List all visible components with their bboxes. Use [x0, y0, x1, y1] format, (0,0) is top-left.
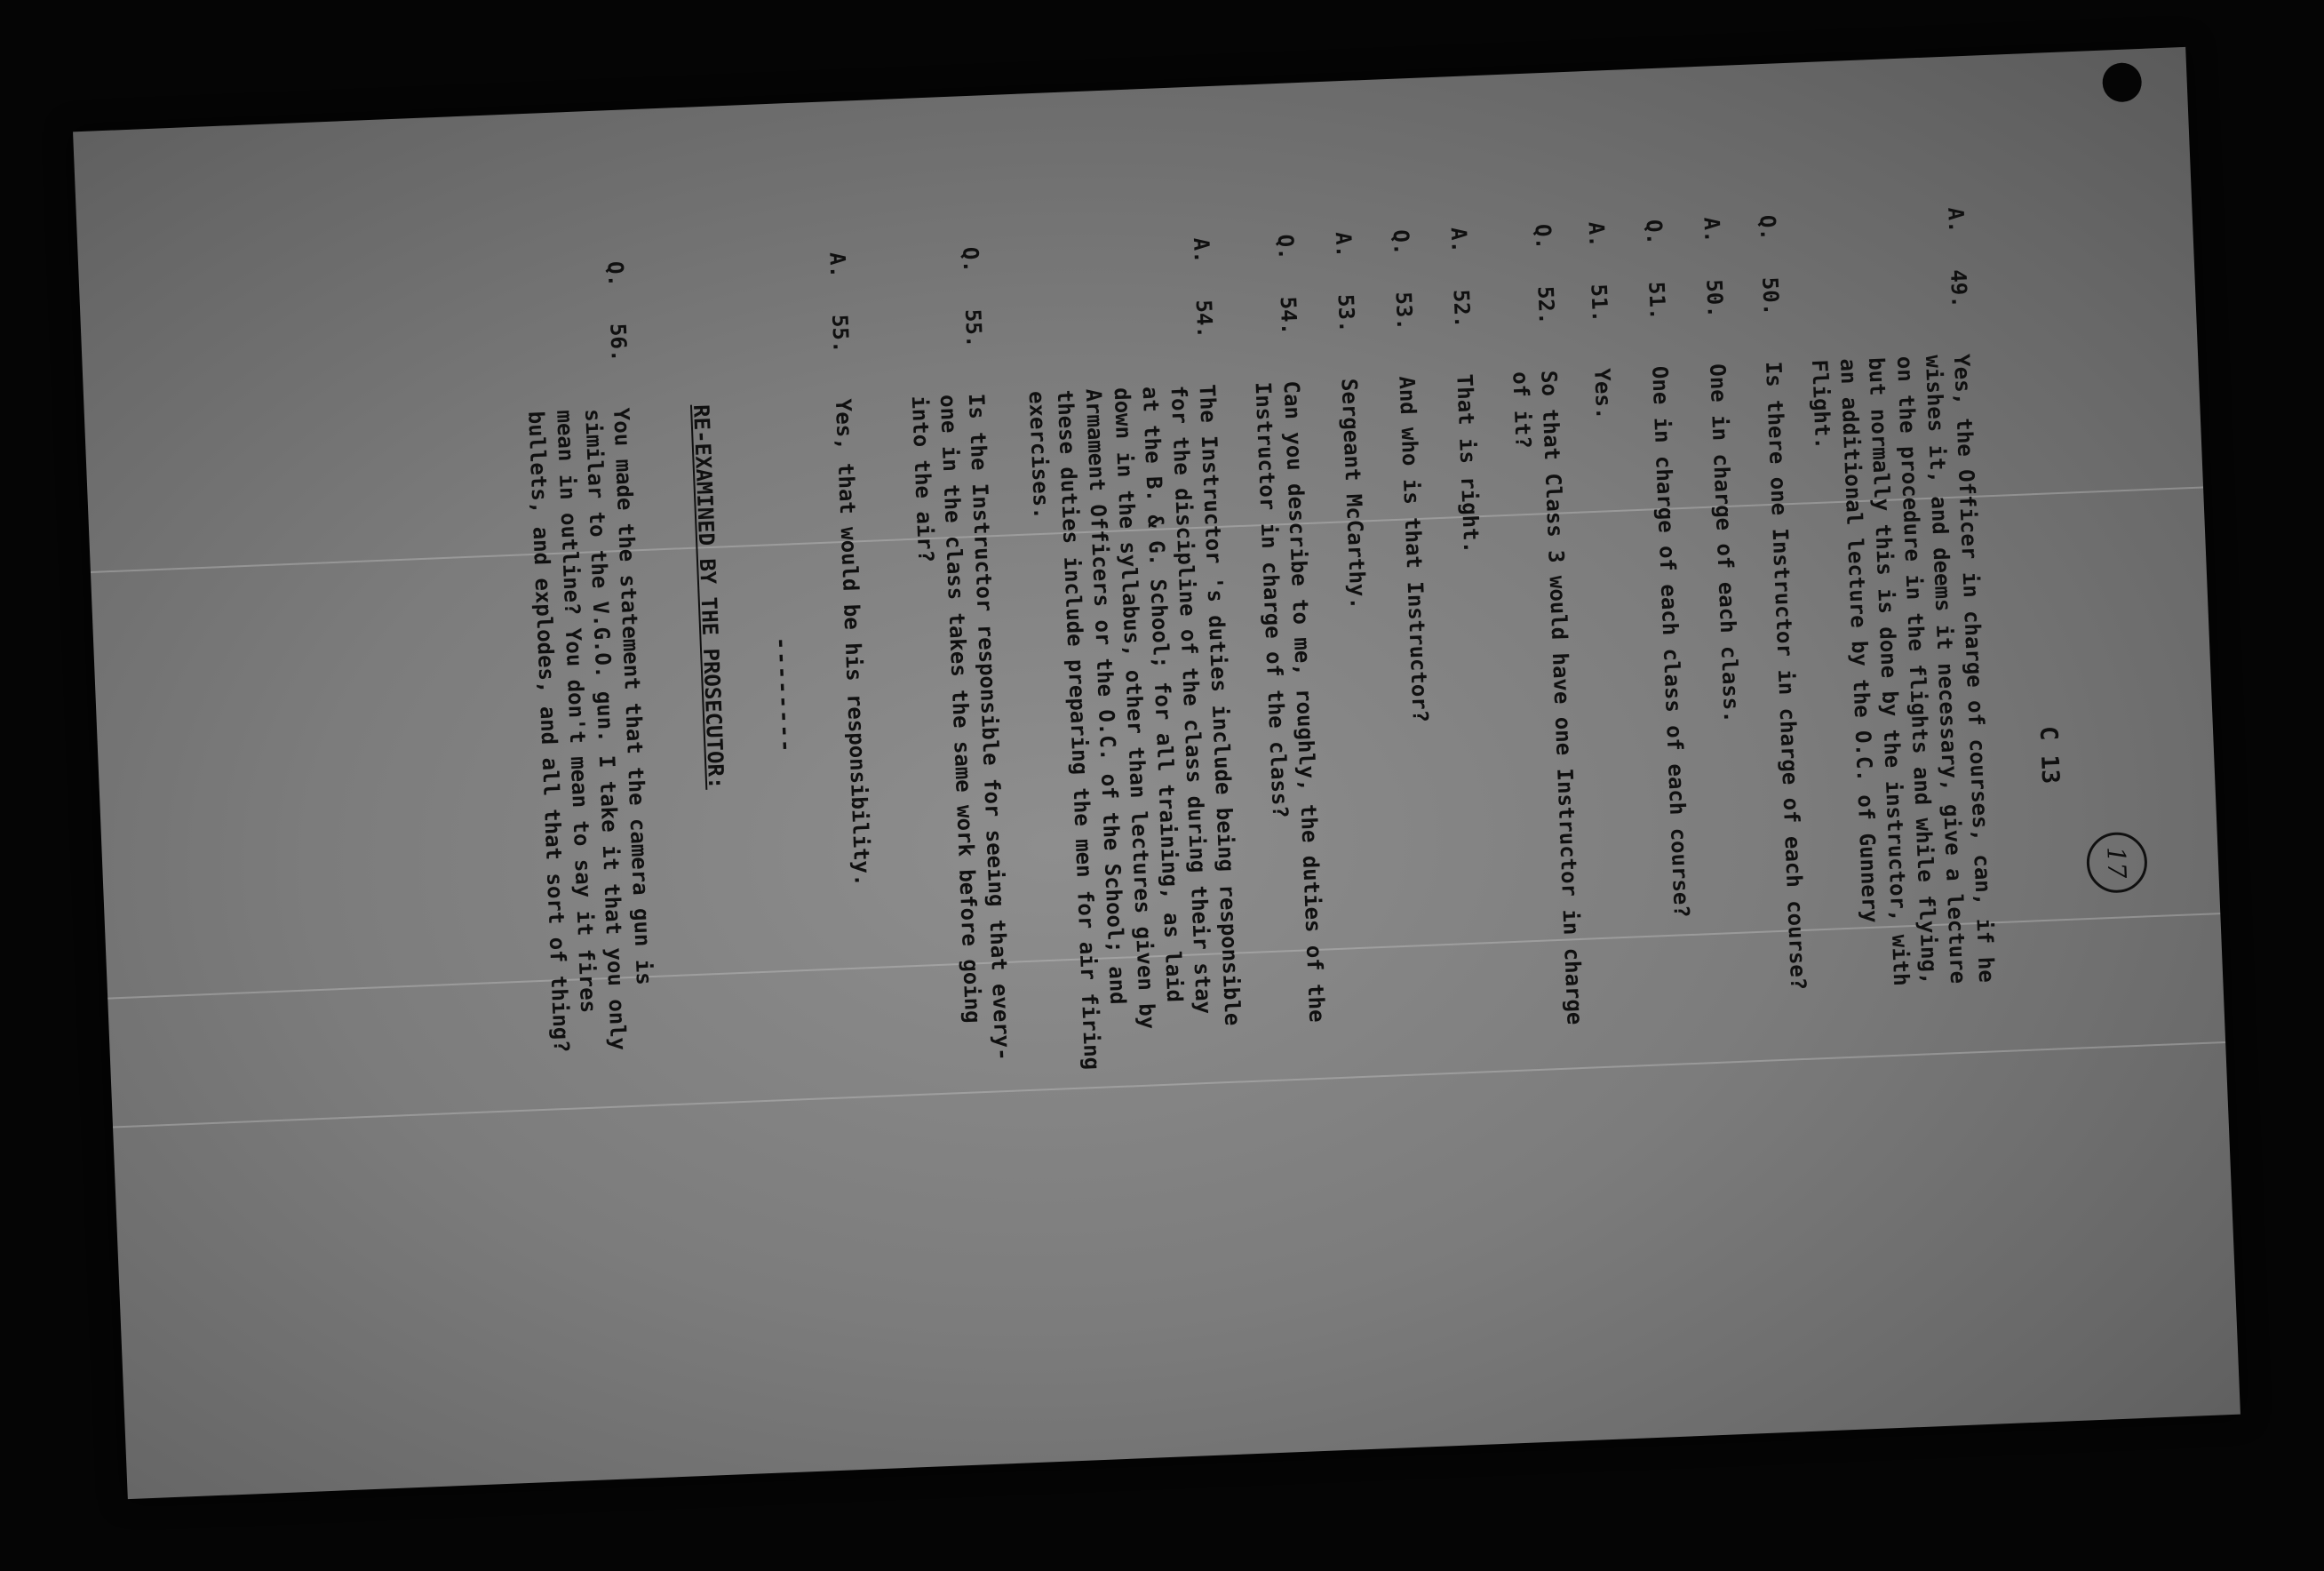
- page-number-circle: 17: [2086, 831, 2149, 894]
- entry-number: 54.: [1190, 299, 1218, 339]
- entry-letter: A.: [1583, 221, 1610, 249]
- entry-number: 51.: [1644, 281, 1670, 321]
- entry-number: 49.: [1945, 268, 1972, 309]
- entry-text: The Instructor 's duties include being responsible for the discipline of the class during their stay at the B. & G. School; for all training, as laid down in the syllabus, other than lectures given by Armament Officers or the O.C. of the School; and these duties include preparing the men for air firing exercises.: [1023, 383, 1246, 1071]
- entry-number: 50.: [1757, 276, 1784, 316]
- entry-letter: A.: [1188, 236, 1215, 264]
- answer-52: [1445, 227, 1517, 1328]
- answer-53: [1329, 231, 1402, 1333]
- document-page: [73, 47, 2240, 1499]
- entry-letter: Q.: [1755, 214, 1781, 242]
- entry-text: Sergeant McCarthy.: [1336, 378, 1371, 610]
- entry-letter: Q.: [958, 246, 984, 274]
- question-54: [1243, 234, 1344, 1337]
- entry-text: Yes, the Officer in charge of courses, can, if he wishes it, and deems it necessary, give a lecture on the procedure in the flights and while flying, but normally this is done by the instructor, with an additional lecture by the O.C. of Gunnery Flight.: [1806, 353, 2000, 987]
- entry-number: 52.: [1448, 289, 1476, 329]
- question-55: [899, 246, 1029, 1351]
- entry-letter: A.: [824, 251, 851, 279]
- entry-letter: A.: [1699, 216, 1725, 243]
- entry-text: Is the Instructor responsible for seeing that every- one in the class takes the same work before going into the air?: [906, 393, 1015, 1062]
- entry-text: Is there one Instructor in charge of each course?: [1760, 361, 1811, 991]
- entry-number: 53.: [1333, 293, 1360, 333]
- entry-number: 56.: [605, 323, 632, 363]
- question-52: [1500, 223, 1602, 1327]
- entry-letter: A.: [1330, 231, 1357, 259]
- page-code: C 13: [2034, 725, 2065, 785]
- entry-number: 51.: [1586, 283, 1613, 323]
- entry-number: 55.: [959, 308, 987, 348]
- page-content: [220, 178, 2087, 1405]
- entry-number: 55.: [827, 314, 854, 354]
- answer-55: [823, 251, 895, 1353]
- section-heading: RE-EXAMINED BY THE PROSECUTOR:: [688, 403, 729, 790]
- entry-number: 53.: [1390, 291, 1418, 331]
- entry-letter: Q.: [602, 260, 629, 288]
- entry-text: Can you describe to me, roughly, the duties of the Instructor in charge of the class?: [1250, 380, 1330, 1024]
- entry-number: 54.: [1275, 296, 1302, 336]
- answer-49: [1799, 207, 2014, 1315]
- entry-text: Yes, that would be his responsibility.: [830, 398, 875, 888]
- entry-text: Yes.: [1589, 367, 1617, 420]
- answer-50: [1697, 217, 1770, 1319]
- entry-letter: Q.: [1388, 228, 1414, 256]
- entry-letter: Q.: [1272, 234, 1299, 261]
- entry-letter: Q.: [1641, 219, 1667, 246]
- entry-letter: Q.: [1530, 223, 1556, 251]
- entry-letter: A.: [1943, 206, 1970, 234]
- question-56: [515, 260, 673, 1366]
- entry-text: One in charge of each class of each course?: [1647, 365, 1694, 919]
- answer-54: [1016, 237, 1260, 1346]
- question-51: [1639, 219, 1712, 1320]
- entry-number: 50.: [1701, 278, 1728, 319]
- entry-text: So that Class 3 would have one Instructor in charge of it?: [1508, 370, 1588, 1025]
- punch-hole-icon: [2102, 62, 2143, 103]
- entry-number: 52.: [1532, 285, 1560, 325]
- entry-text: And who is that Instructor?: [1394, 375, 1433, 723]
- entry-letter: A.: [1445, 227, 1472, 254]
- entry-text: One in charge of each class.: [1705, 363, 1745, 724]
- entry-text: That is right.: [1452, 373, 1484, 554]
- question-53: [1387, 229, 1460, 1331]
- section-divider: --------: [768, 636, 799, 754]
- entry-text: You made the statement that the camera gun is similar to the V.G.O. gun. I take it that you only mean in outline? You don't mean to say it fires bullets, and explodes, and all that sort of thing?: [523, 407, 657, 1054]
